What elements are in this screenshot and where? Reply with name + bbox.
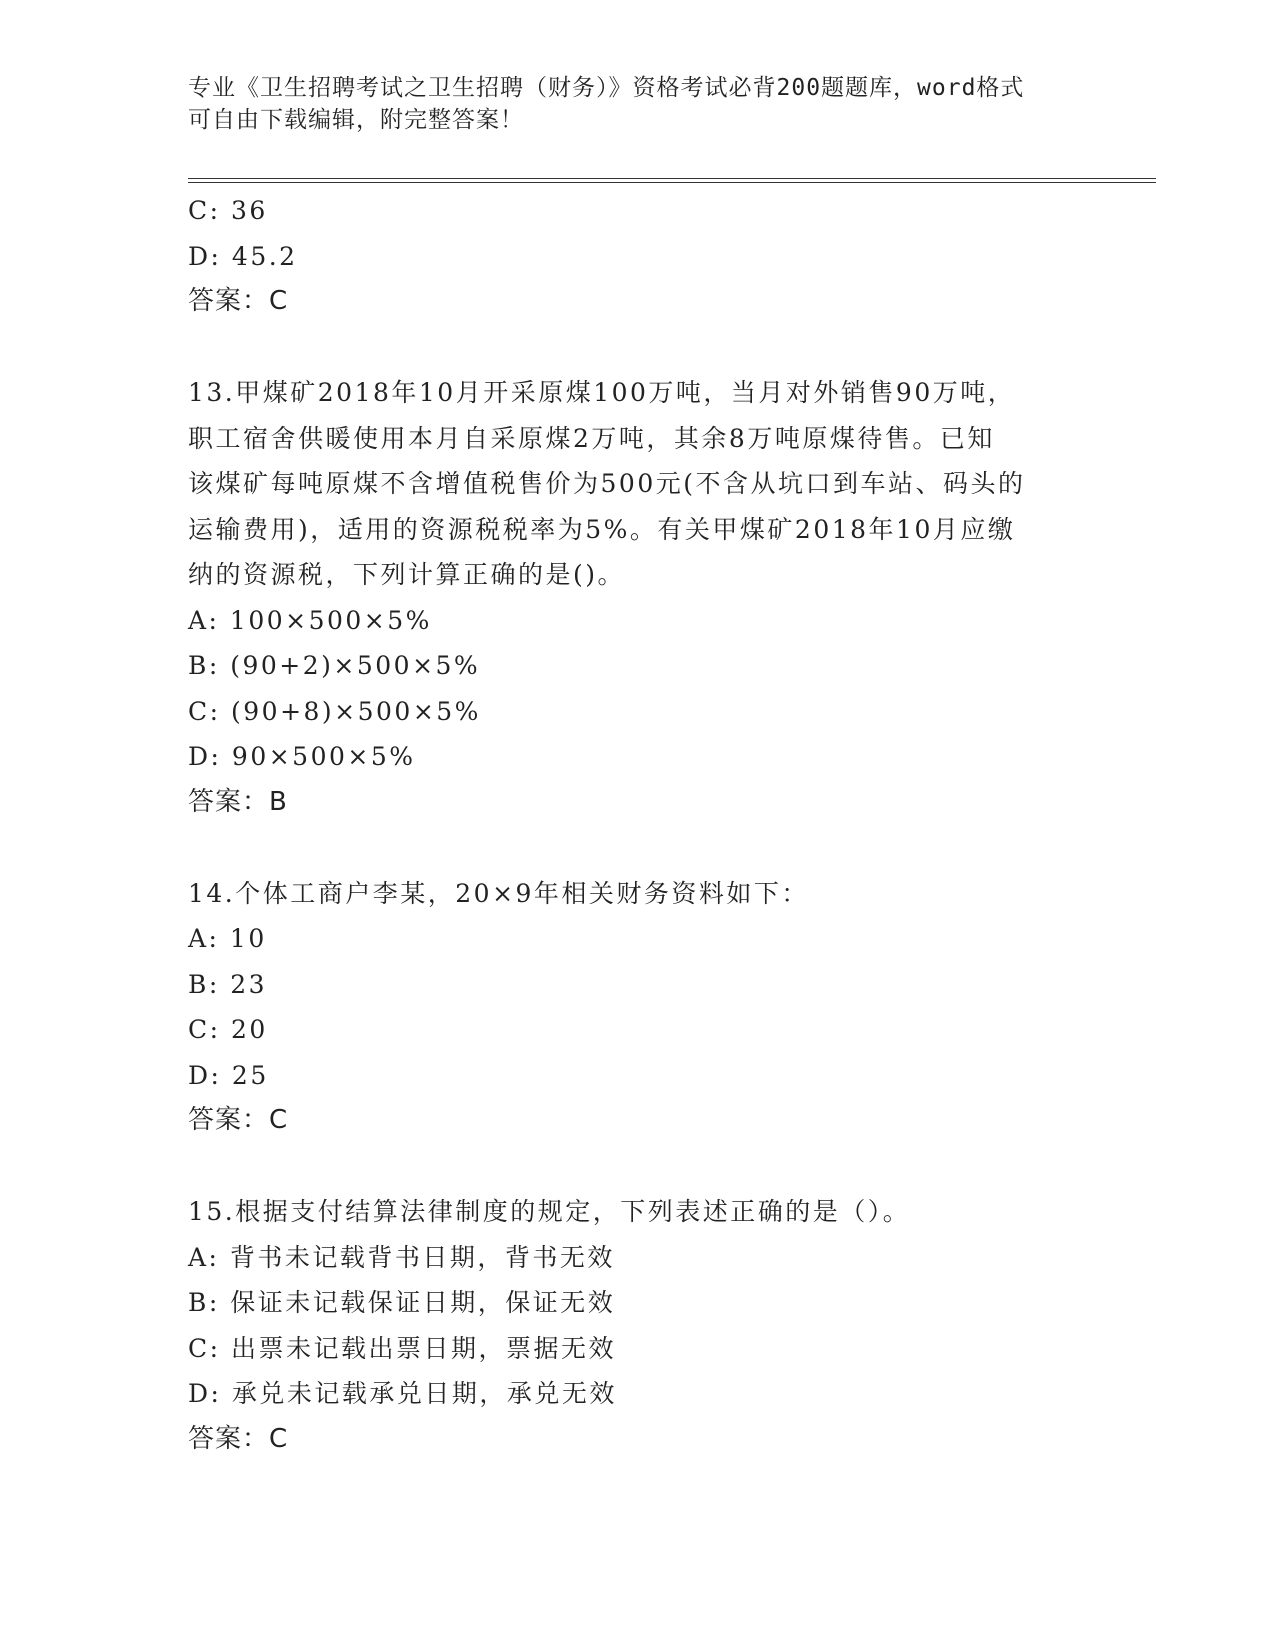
option-b: B: (90+2)×500×5%: [188, 651, 481, 680]
question-list: [188, 188, 1088, 1462]
question-stem-line: 13.甲煤矿2018年10月开采原煤100万吨，当月对外销售90万吨，: [188, 378, 1016, 407]
question-14: [188, 871, 1088, 1144]
option-d: D: 25: [188, 1060, 269, 1090]
question-stem-line: 职工宿舍供暖使用本月自采原煤2万吨，其余8万吨原煤待售。已知: [188, 423, 995, 453]
option-c: C: 36: [188, 196, 268, 225]
answer: 答案：C: [188, 286, 289, 316]
option-c: C: 出票未记载出票日期，票据无效: [188, 1333, 616, 1363]
document-header: [188, 72, 1088, 136]
header-rule-bottom: [188, 182, 1156, 183]
header-rule-top: [188, 178, 1156, 179]
spacer: [188, 825, 1088, 871]
question-stem-line: 该煤矿每吨原煤不含增值税售价为500元(不含从坑口到车站、码头的: [188, 469, 1026, 498]
header-line-1: 专业《卫生招聘考试之卫生招聘（财务）》资格考试必背200题题库，word格式: [188, 75, 1025, 101]
option-d: D: 90×500×5%: [188, 742, 416, 771]
option-b: B: 23: [188, 969, 268, 999]
option-a: A: 100×500×5%: [188, 605, 432, 635]
option-a: A: 10: [188, 924, 267, 953]
header-line-2: 可自由下载编辑，附完整答案！: [188, 107, 524, 133]
option-c: C: 20: [188, 1015, 268, 1044]
option-d: D: 承兑未记载承兑日期，承兑无效: [188, 1379, 617, 1408]
answer: 答案：C: [188, 1423, 289, 1454]
question-stem-line: 纳的资源税，下列计算正确的是()。: [188, 560, 626, 589]
question-stem-line: 15.根据支付结算法律制度的规定，下列表述正确的是（）。: [188, 1197, 911, 1226]
spacer: [188, 325, 1088, 371]
answer: 答案：C: [188, 1105, 289, 1135]
question-12-tail: [188, 188, 1088, 325]
question-stem-line: 14.个体工商户李某，20×9年相关财务资料如下：: [188, 878, 809, 908]
question-stem-line: 运输费用)，适用的资源税税率为5%。有关甲煤矿2018年10月应缴: [188, 514, 1016, 544]
option-d: D: 45.2: [188, 241, 298, 271]
option-a: A: 背书未记载背书日期，背书无效: [188, 1242, 615, 1272]
spacer: [188, 1144, 1088, 1190]
question-13: [188, 370, 1088, 825]
option-b: B: 保证未记载保证日期，保证无效: [188, 1288, 616, 1317]
answer: 答案：B: [188, 786, 288, 817]
option-c: C: (90+8)×500×5%: [188, 696, 481, 726]
question-15: [188, 1189, 1088, 1462]
